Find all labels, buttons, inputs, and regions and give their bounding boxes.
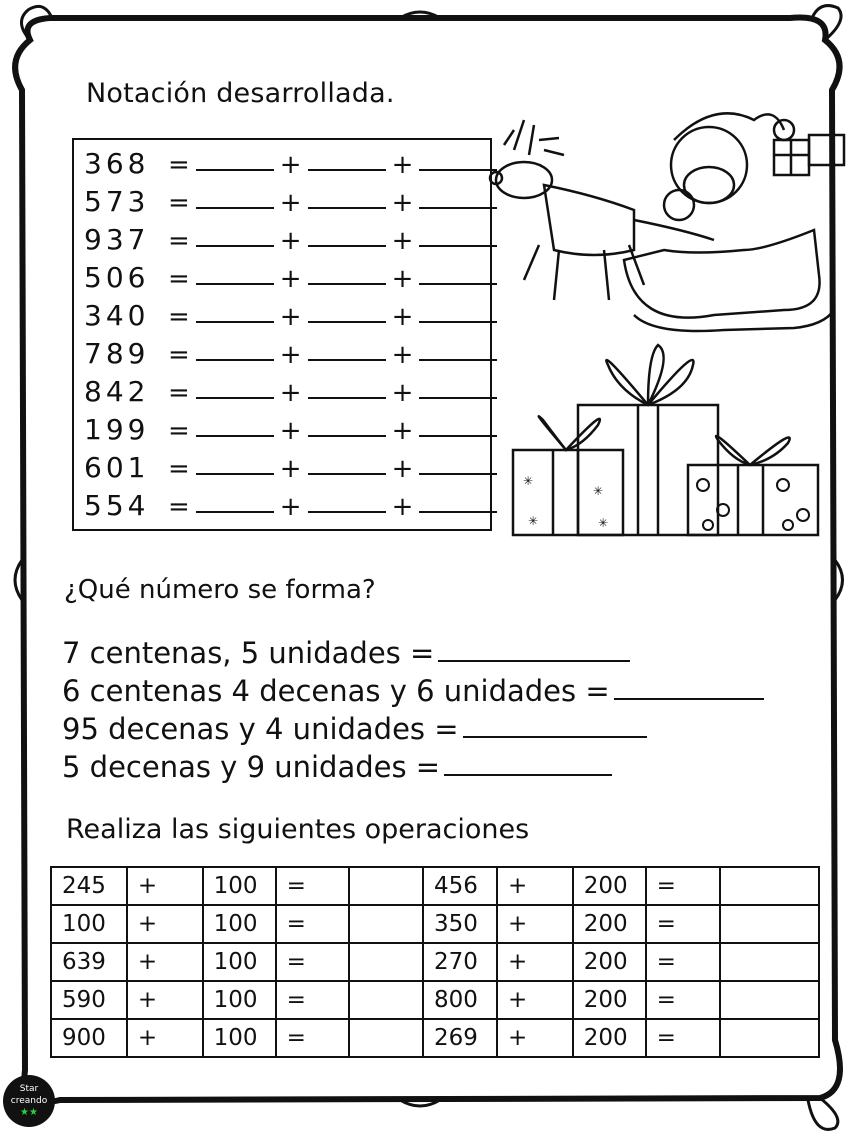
plus-sign: +: [279, 226, 302, 256]
hundreds-blank[interactable]: [196, 396, 274, 399]
units-blank[interactable]: [419, 396, 497, 399]
units-blank[interactable]: [419, 434, 497, 437]
expanded-row: [84, 486, 497, 522]
equals-sign: =: [646, 1019, 721, 1057]
answer-cell[interactable]: [720, 1019, 819, 1057]
answer-cell[interactable]: [349, 867, 423, 905]
tens-blank[interactable]: [308, 244, 386, 247]
number-value: 937: [84, 223, 150, 256]
svg-text:✳: ✳: [598, 516, 609, 530]
hundreds-blank[interactable]: [196, 320, 274, 323]
question-text: 6 centenas 4 decenas y 6 unidades =: [62, 674, 610, 708]
operand-c: 456: [423, 867, 497, 905]
question-text: 95 decenas y 4 unidades =: [62, 712, 459, 746]
answer-cell[interactable]: [720, 943, 819, 981]
plus-sign: +: [279, 302, 302, 332]
units-blank[interactable]: [419, 472, 497, 475]
number-value: 199: [84, 413, 150, 446]
equals-sign: =: [168, 454, 190, 484]
hundreds-blank[interactable]: [196, 434, 274, 437]
operand-b: 100: [203, 1019, 276, 1057]
number-value: 573: [84, 185, 150, 218]
answer-cell[interactable]: [349, 981, 423, 1019]
hundreds-blank[interactable]: [196, 358, 274, 361]
tens-blank[interactable]: [308, 472, 386, 475]
plus-sign: +: [391, 378, 414, 408]
hundreds-blank[interactable]: [196, 244, 274, 247]
plus-sign: +: [391, 150, 414, 180]
number-value: 368: [84, 147, 150, 180]
plus-sign: +: [127, 867, 203, 905]
plus-sign: +: [497, 981, 573, 1019]
answer-cell[interactable]: [349, 943, 423, 981]
operand-d: 200: [573, 981, 646, 1019]
equals-sign: =: [276, 867, 350, 905]
number-value: 506: [84, 261, 150, 294]
equals-sign: =: [646, 905, 721, 943]
answer-blank[interactable]: [444, 773, 612, 776]
operand-a: 100: [51, 905, 127, 943]
question-row: [62, 636, 630, 670]
operand-d: 200: [573, 943, 646, 981]
equals-sign: =: [276, 1019, 350, 1057]
operand-a: 639: [51, 943, 127, 981]
tens-blank[interactable]: [308, 206, 386, 209]
equals-sign: =: [276, 943, 350, 981]
plus-sign: +: [391, 264, 414, 294]
plus-sign: +: [279, 492, 302, 522]
plus-sign: +: [279, 264, 302, 294]
plus-sign: +: [279, 378, 302, 408]
operand-b: 100: [203, 981, 276, 1019]
plus-sign: +: [391, 188, 414, 218]
units-blank[interactable]: [419, 358, 497, 361]
equals-sign: =: [168, 492, 190, 522]
operand-d: 200: [573, 1019, 646, 1057]
operand-b: 100: [203, 943, 276, 981]
plus-sign: +: [127, 905, 203, 943]
answer-cell[interactable]: [720, 981, 819, 1019]
plus-sign: +: [497, 867, 573, 905]
hundreds-blank[interactable]: [196, 472, 274, 475]
expanded-row: [84, 410, 497, 446]
plus-sign: +: [391, 302, 414, 332]
question-row: [62, 712, 647, 746]
equals-sign: =: [646, 867, 721, 905]
question-title: ¿Qué número se forma?: [64, 575, 376, 605]
operand-c: 270: [423, 943, 497, 981]
plus-sign: +: [279, 340, 302, 370]
plus-sign: +: [391, 492, 414, 522]
plus-sign: +: [127, 1019, 203, 1057]
question-text: 7 centenas, 5 unidades =: [62, 636, 435, 670]
operand-c: 269: [423, 1019, 497, 1057]
expanded-row: [84, 258, 497, 294]
svg-text:✳: ✳: [528, 514, 539, 528]
answer-cell[interactable]: [720, 867, 819, 905]
equals-sign: =: [168, 378, 190, 408]
answer-cell[interactable]: [720, 905, 819, 943]
tens-blank[interactable]: [308, 396, 386, 399]
plus-sign: +: [391, 340, 414, 370]
gifts-illustration: [498, 335, 828, 545]
equals-sign: =: [168, 226, 190, 256]
logo-text: Star: [19, 1084, 39, 1094]
answer-blank[interactable]: [614, 697, 764, 700]
answer-cell[interactable]: [349, 905, 423, 943]
table-row: [51, 867, 819, 905]
tens-blank[interactable]: [308, 320, 386, 323]
tens-blank[interactable]: [308, 434, 386, 437]
logo-text: creando: [10, 1096, 48, 1106]
expanded-row: [84, 372, 497, 408]
equals-sign: =: [646, 981, 721, 1019]
expanded-notation-box: [72, 138, 492, 531]
expanded-row: [84, 448, 497, 484]
plus-sign: +: [497, 905, 573, 943]
operations-title: Realiza las siguientes operaciones: [66, 814, 530, 845]
number-value: 340: [84, 299, 150, 332]
number-value: 601: [84, 451, 150, 484]
santa-sleigh-illustration: [484, 100, 853, 340]
tens-blank[interactable]: [308, 358, 386, 361]
tens-blank[interactable]: [308, 510, 386, 513]
hundreds-blank[interactable]: [196, 206, 274, 209]
operand-a: 245: [51, 867, 127, 905]
expanded-row: [84, 182, 497, 218]
equals-sign: =: [168, 302, 190, 332]
equals-sign: =: [276, 905, 350, 943]
number-value: 789: [84, 337, 150, 370]
plus-sign: +: [127, 981, 203, 1019]
hundreds-blank[interactable]: [196, 168, 274, 171]
question-text: 5 decenas y 9 unidades =: [62, 750, 441, 784]
hundreds-blank[interactable]: [196, 282, 274, 285]
svg-text:✳: ✳: [523, 474, 534, 488]
operand-a: 590: [51, 981, 127, 1019]
plus-sign: +: [497, 1019, 573, 1057]
expanded-row: [84, 334, 497, 370]
logo-stars: ★★: [20, 1107, 38, 1118]
table-row: [51, 1019, 819, 1057]
plus-sign: +: [279, 454, 302, 484]
plus-sign: +: [391, 416, 414, 446]
expanded-row: [84, 296, 497, 332]
equals-sign: =: [168, 150, 190, 180]
plus-sign: +: [391, 454, 414, 484]
operand-a: 900: [51, 1019, 127, 1057]
svg-text:✳: ✳: [593, 484, 604, 498]
equals-sign: =: [168, 264, 190, 294]
units-blank[interactable]: [419, 510, 497, 513]
plus-sign: +: [497, 943, 573, 981]
table-row: [51, 905, 819, 943]
hundreds-blank[interactable]: [196, 510, 274, 513]
page-title: Notación desarrollada.: [86, 78, 395, 109]
plus-sign: +: [279, 416, 302, 446]
equals-sign: =: [168, 188, 190, 218]
answer-blank[interactable]: [438, 659, 630, 662]
star-logo-icon: [3, 1075, 55, 1127]
equals-sign: =: [168, 340, 190, 370]
tens-blank[interactable]: [308, 282, 386, 285]
operand-b: 100: [203, 905, 276, 943]
equals-sign: =: [646, 943, 721, 981]
plus-sign: +: [127, 943, 203, 981]
operand-d: 200: [573, 867, 646, 905]
equals-sign: =: [276, 981, 350, 1019]
plus-sign: +: [279, 188, 302, 218]
question-row: [62, 674, 764, 708]
plus-sign: +: [391, 226, 414, 256]
operations-table: [50, 866, 820, 1058]
answer-blank[interactable]: [463, 735, 647, 738]
table-row: [51, 981, 819, 1019]
table-row: [51, 943, 819, 981]
plus-sign: +: [279, 150, 302, 180]
equals-sign: =: [168, 416, 190, 446]
question-row: [62, 750, 612, 784]
operand-c: 350: [423, 905, 497, 943]
expanded-row: [84, 220, 497, 256]
operand-d: 200: [573, 905, 646, 943]
operand-c: 800: [423, 981, 497, 1019]
number-value: 554: [84, 489, 150, 522]
number-value: 842: [84, 375, 150, 408]
operand-b: 100: [203, 867, 276, 905]
tens-blank[interactable]: [308, 168, 386, 171]
answer-cell[interactable]: [349, 1019, 423, 1057]
expanded-row: [84, 144, 497, 180]
